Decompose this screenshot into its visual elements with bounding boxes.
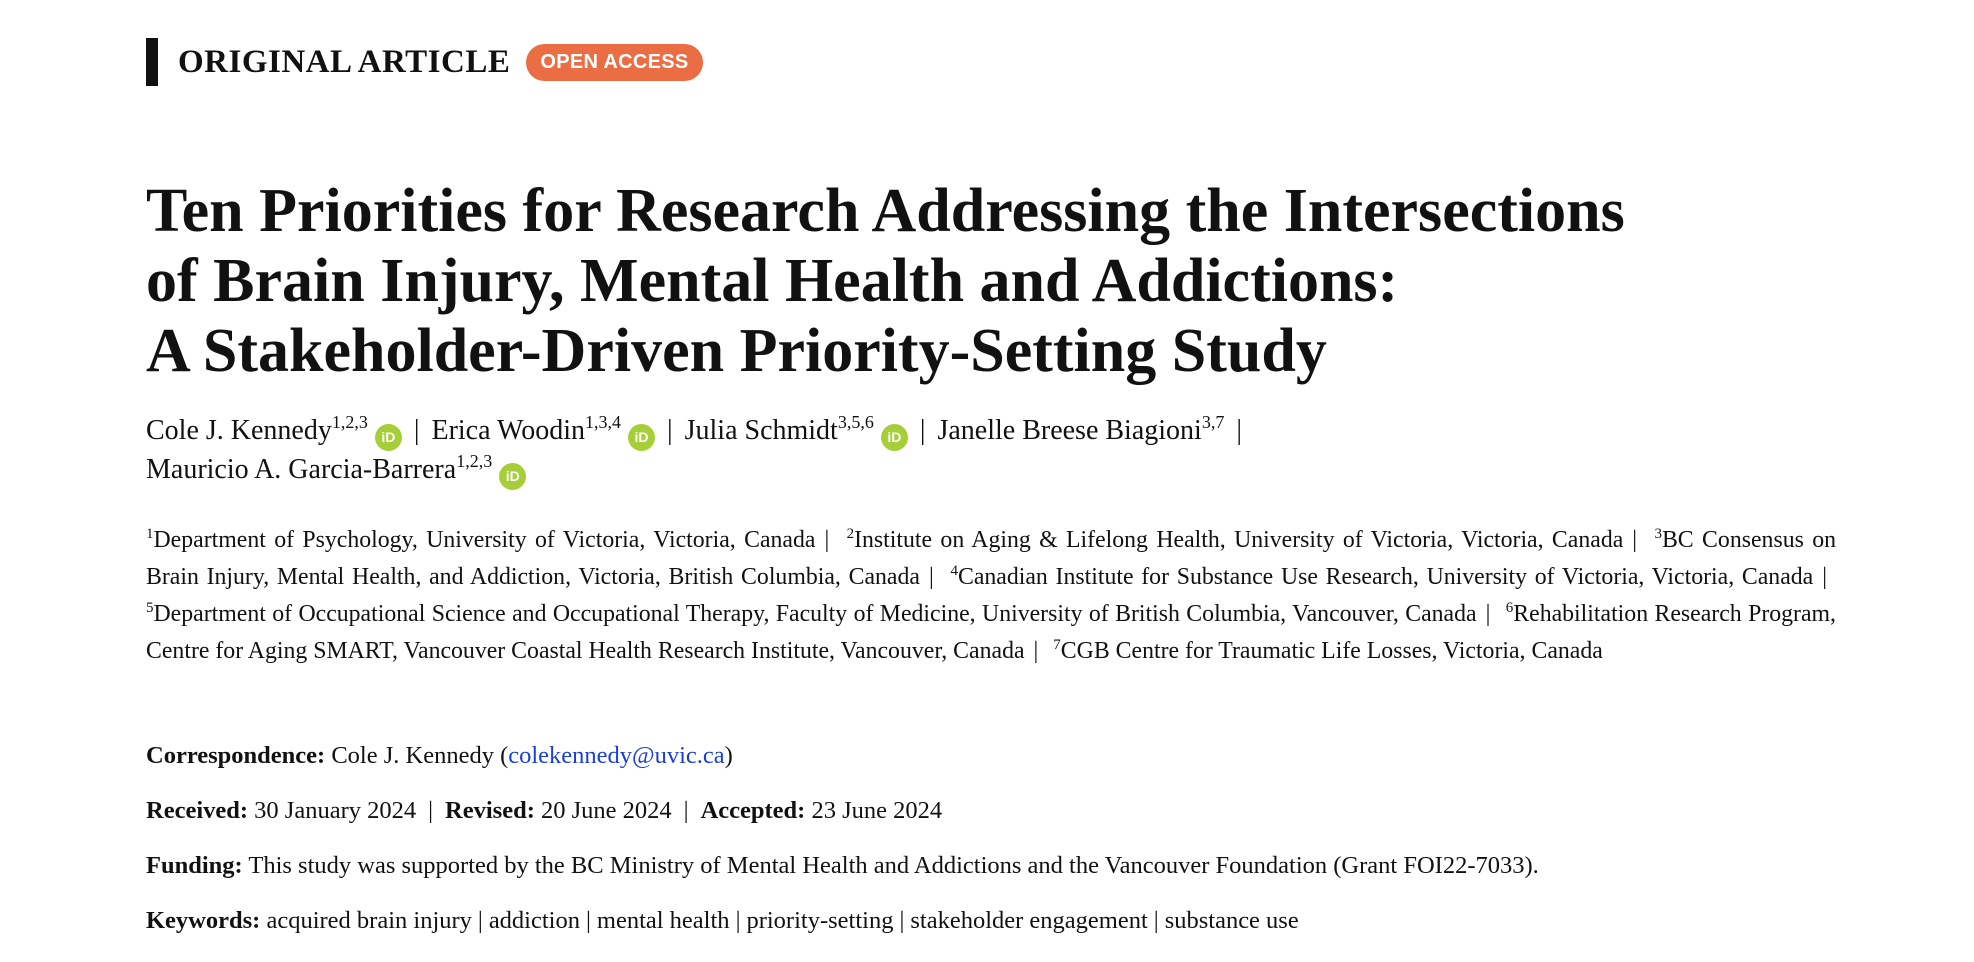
- correspondence-line: [146, 740, 1836, 772]
- author-name[interactable]: Janelle Breese Biagioni: [937, 415, 1202, 446]
- keyword-separator: |: [585, 907, 591, 934]
- header-bar: [146, 38, 158, 86]
- author-list: [146, 412, 1836, 490]
- correspondence-email-link[interactable]: colekennedy@uvic.ca: [508, 742, 725, 769]
- affiliation: [1053, 638, 1603, 664]
- open-access-badge: OPEN ACCESS: [526, 44, 702, 81]
- title-line: of Brain Injury, Mental Health and Addictions:: [146, 247, 1399, 315]
- article-title: [146, 176, 1836, 386]
- affiliation: [847, 527, 1624, 553]
- title-line: A Stakeholder-Driven Priority-Setting Study: [146, 317, 1327, 385]
- affiliation-text: Department of Psychology, University of Victoria, Victoria, Canada: [153, 527, 816, 553]
- article-header: [146, 38, 703, 86]
- author-affiliation-numbers: 1,2,3: [331, 412, 368, 432]
- keywords-label: Keywords:: [146, 907, 261, 934]
- correspondence-label: Correspondence:: [146, 742, 326, 769]
- date-separator: |: [428, 797, 434, 824]
- keyword-separator: |: [1153, 907, 1159, 934]
- accepted-date: 23 June 2024: [811, 797, 943, 824]
- affiliation-text: CGB Centre for Traumatic Life Losses, Victoria, Canada: [1060, 638, 1603, 664]
- keyword-separator: |: [735, 907, 741, 934]
- funding-label: Funding:: [146, 852, 243, 879]
- keyword[interactable]: priority-setting: [746, 907, 894, 934]
- keyword[interactable]: stakeholder engagement: [910, 907, 1148, 934]
- funding-line: [146, 850, 1836, 882]
- affiliation-list: [146, 522, 1836, 670]
- funding-text: This study was supported by the BC Ministry of Mental Health and Addictions and the Vancouver Foundation (Grant FOI22-7033).: [248, 852, 1539, 879]
- affiliation-text: Department of Occupational Science and Occupational Therapy, Faculty of Medicine, University of British Columbia, Vancouver, Canada: [153, 601, 1477, 627]
- author: [937, 412, 1225, 446]
- dates-line: [146, 795, 1836, 827]
- keyword-separator: |: [477, 907, 483, 934]
- author-affiliation-numbers: 3,7: [1201, 412, 1225, 432]
- affiliation-separator: |: [1485, 601, 1491, 627]
- keywords-line: [146, 905, 1836, 937]
- affiliation-number: 6: [1505, 600, 1514, 616]
- keyword[interactable]: substance use: [1164, 907, 1299, 934]
- author-name[interactable]: Julia Schmidt: [684, 415, 838, 446]
- affiliation-text: BC Consensus on Brain Injury, Mental Health, and Addiction, Victoria, British Columbia, Canada: [146, 527, 1837, 590]
- orcid-icon[interactable]: iD: [499, 463, 526, 490]
- author: [146, 451, 526, 485]
- author: [431, 412, 655, 446]
- author-name[interactable]: Cole J. Kennedy: [146, 415, 332, 446]
- affiliation-number: 2: [846, 526, 855, 542]
- affiliation: [146, 601, 1477, 627]
- affiliation: [146, 527, 815, 553]
- affiliation-number: 5: [146, 600, 154, 616]
- affiliation-number: 4: [950, 563, 958, 579]
- correspondence-open-paren: (: [500, 742, 509, 769]
- author-name[interactable]: Mauricio A. Garcia-Barrera: [146, 454, 457, 485]
- author-affiliation-numbers: 1,2,3: [456, 451, 493, 471]
- affiliation-separator: |: [1033, 638, 1039, 664]
- affiliation-text: Rehabilitation Research Program, Centre for Aging SMART, Vancouver Coastal Health Research Institute, Vancouver, Canada: [146, 601, 1836, 664]
- author: [684, 412, 908, 446]
- affiliation-separator: |: [928, 564, 934, 590]
- received-date: 30 January 2024: [254, 797, 417, 824]
- keyword[interactable]: addiction: [488, 907, 580, 934]
- affiliation-text: Institute on Aging & Lifelong Health, University of Victoria, Victoria, Canada: [854, 527, 1624, 553]
- received-label: Received:: [146, 797, 249, 824]
- revised-date: 20 June 2024: [540, 797, 672, 824]
- affiliation-separator: |: [1822, 564, 1827, 590]
- correspondence-name: Cole J. Kennedy: [331, 742, 494, 769]
- author-separator: |: [413, 415, 420, 446]
- affiliation-separator: |: [824, 527, 830, 553]
- correspondence-close-paren: ): [724, 742, 733, 769]
- date-separator: |: [683, 797, 689, 824]
- affiliation-number: 1: [146, 526, 154, 542]
- affiliation-number: 7: [1053, 637, 1061, 653]
- author-affiliation-numbers: 3,5,6: [837, 412, 874, 432]
- author: [146, 412, 402, 446]
- affiliation: [950, 564, 1813, 590]
- keyword[interactable]: mental health: [596, 907, 730, 934]
- orcid-icon[interactable]: iD: [375, 424, 402, 451]
- affiliation-number: 3: [1654, 526, 1662, 542]
- revised-label: Revised:: [445, 797, 535, 824]
- orcid-icon[interactable]: iD: [881, 424, 908, 451]
- article-type-label: ORIGINAL ARTICLE: [178, 43, 511, 80]
- author-name[interactable]: Erica Woodin: [431, 415, 585, 446]
- title-line: Ten Priorities for Research Addressing the Intersections: [146, 177, 1625, 245]
- affiliation-separator: |: [1632, 527, 1638, 553]
- author-separator: |: [919, 415, 926, 446]
- affiliation-text: Canadian Institute for Substance Use Research, University of Victoria, Victoria, Canada: [957, 564, 1814, 590]
- author-affiliation-numbers: 1,3,4: [585, 412, 621, 432]
- author-separator: |: [1236, 415, 1242, 446]
- author-separator: |: [667, 415, 673, 446]
- keyword-separator: |: [899, 907, 905, 934]
- orcid-icon[interactable]: iD: [628, 424, 655, 451]
- accepted-label: Accepted:: [700, 797, 806, 824]
- keyword[interactable]: acquired brain injury: [266, 907, 472, 934]
